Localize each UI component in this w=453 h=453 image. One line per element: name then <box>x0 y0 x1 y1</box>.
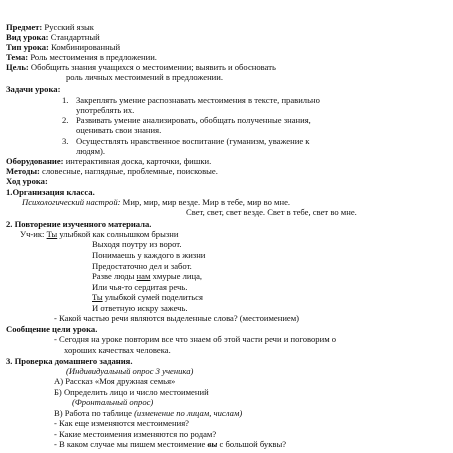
task-2-text: Развивать умение анализировать, обобщать полученные знания, <box>76 115 311 125</box>
poem-text: улыбкой как солнышком брызни <box>59 229 179 239</box>
task-2-number: 2. <box>62 115 69 125</box>
kind-line <box>6 32 100 42</box>
homework-item-b: Б) Определить лицо и число местоимений <box>54 387 209 397</box>
poem-text: хмурые лица, <box>152 271 203 281</box>
poem-text: Разве люды <box>92 271 135 281</box>
teacher-label: Уч-ик: <box>20 229 45 239</box>
equipment-label: Оборудование: <box>6 156 64 166</box>
highlighted-pronoun: Ты <box>92 292 103 302</box>
subject-label: Предмет: <box>6 22 43 32</box>
poem-line-1 <box>20 229 178 239</box>
pronoun-question: - Какой частью речи являются выделенные слова? (местоимением) <box>54 313 300 323</box>
mood-line <box>22 197 290 207</box>
topic-label: Тема: <box>6 52 29 62</box>
homework-item-v <box>54 408 242 418</box>
pronoun-vy: вы <box>207 439 218 449</box>
poem-line-5 <box>92 271 202 281</box>
question-3-text-end: с большой буквы? <box>219 439 287 449</box>
goal-line <box>6 62 276 72</box>
poem-text: улыбкой сумей поделиться <box>104 292 203 302</box>
goal-value: Обобщить знания учащихся о местоимении; выявить и обосновать <box>30 62 276 72</box>
question-3 <box>54 439 286 449</box>
poem-line-3: Понимаешь у каждого в жизни <box>92 250 206 260</box>
poem-line-2: Выходя поутру из ворот. <box>92 239 182 249</box>
goal-label: Цель: <box>6 62 29 72</box>
highlighted-pronoun: нам <box>136 271 151 281</box>
individual-survey-note: (Индивидуальный опрос 3 ученика) <box>66 366 194 376</box>
task-3-text-cont: людям). <box>76 146 106 156</box>
homework-item-v-note: (изменение по лицам, числам) <box>134 408 243 418</box>
methods-label: Методы: <box>6 166 40 176</box>
task-1-text-cont: употреблять их. <box>76 105 135 115</box>
task-3-number: 3. <box>62 136 69 146</box>
goal-message-text-cont: хороших качествах человека. <box>64 345 171 355</box>
equipment-value: интерактивная доска, карточки, фишки. <box>65 156 212 166</box>
homework-item-v-text: В) Работа по таблице <box>54 408 132 418</box>
task-1-text: Закреплять умение распознавать местоимения в тексте, правильно <box>76 95 320 105</box>
subject-value: Русский язык <box>44 22 94 32</box>
kind-value: Стандартный <box>50 32 100 42</box>
section-1-heading: 1.Организация класса. <box>6 187 95 197</box>
type-line <box>6 42 120 52</box>
goal-message-heading: Сообщение цели урока. <box>6 324 98 334</box>
topic-line <box>6 52 157 62</box>
goal-message-text: - Сегодня на уроке повторим все что знаем об этой части речи и поговорим о <box>54 334 337 344</box>
methods-value: словесные, наглядные, проблемные, поисковые. <box>42 166 218 176</box>
topic-value: Роль местоимения в предложении. <box>30 52 157 62</box>
course-heading: Ход урока: <box>6 176 48 186</box>
poem-line-8: И ответную искру зажечь. <box>92 303 188 313</box>
section-3-heading: 3. Проверка домашнего задания. <box>6 356 133 366</box>
kind-label: Вид урока: <box>6 32 49 42</box>
highlighted-pronoun: Ты <box>46 229 58 239</box>
tasks-heading: Задачи урока: <box>6 84 61 94</box>
poem-line-6: Или чья-то сердитая речь. <box>92 282 188 292</box>
section-2-heading: 2. Повторение изученного материала. <box>6 219 152 229</box>
question-3-text: - В каком случае мы пишем местоимение <box>54 439 206 449</box>
mood-label: Психологический настрой: <box>22 197 121 207</box>
frontal-survey-note: (Фронтальный опрос) <box>72 397 154 407</box>
task-1-number: 1. <box>62 95 69 105</box>
goal-value-cont: роль личных местоимений в предложении. <box>66 72 224 82</box>
task-2-text-cont: оценивать свои знания. <box>76 125 162 135</box>
task-3-text: Осуществлять нравственное воспитание (гуманизм, уважение к <box>76 136 310 146</box>
equipment-line <box>6 156 211 166</box>
type-label: Тип урока: <box>6 42 49 52</box>
mood-text-2: Свет, свет, свет везде. Свет в тебе, свет во мне. <box>186 207 357 217</box>
subject-line <box>6 22 94 32</box>
question-2: - Какие местоимения изменяются по родам? <box>54 429 217 439</box>
homework-item-a: А) Рассказ «Моя дружная семья» <box>54 376 176 386</box>
mood-text-1: Мир, мир, мир везде. Мир в тебе, мир во мне. <box>122 197 291 207</box>
poem-line-4: Предостаточно дел и забот. <box>92 261 192 271</box>
methods-line <box>6 166 218 176</box>
type-value: Комбинированный <box>51 42 121 52</box>
poem-line-7 <box>92 292 203 302</box>
question-1: - Как еще изменяются местоимения? <box>54 418 189 428</box>
